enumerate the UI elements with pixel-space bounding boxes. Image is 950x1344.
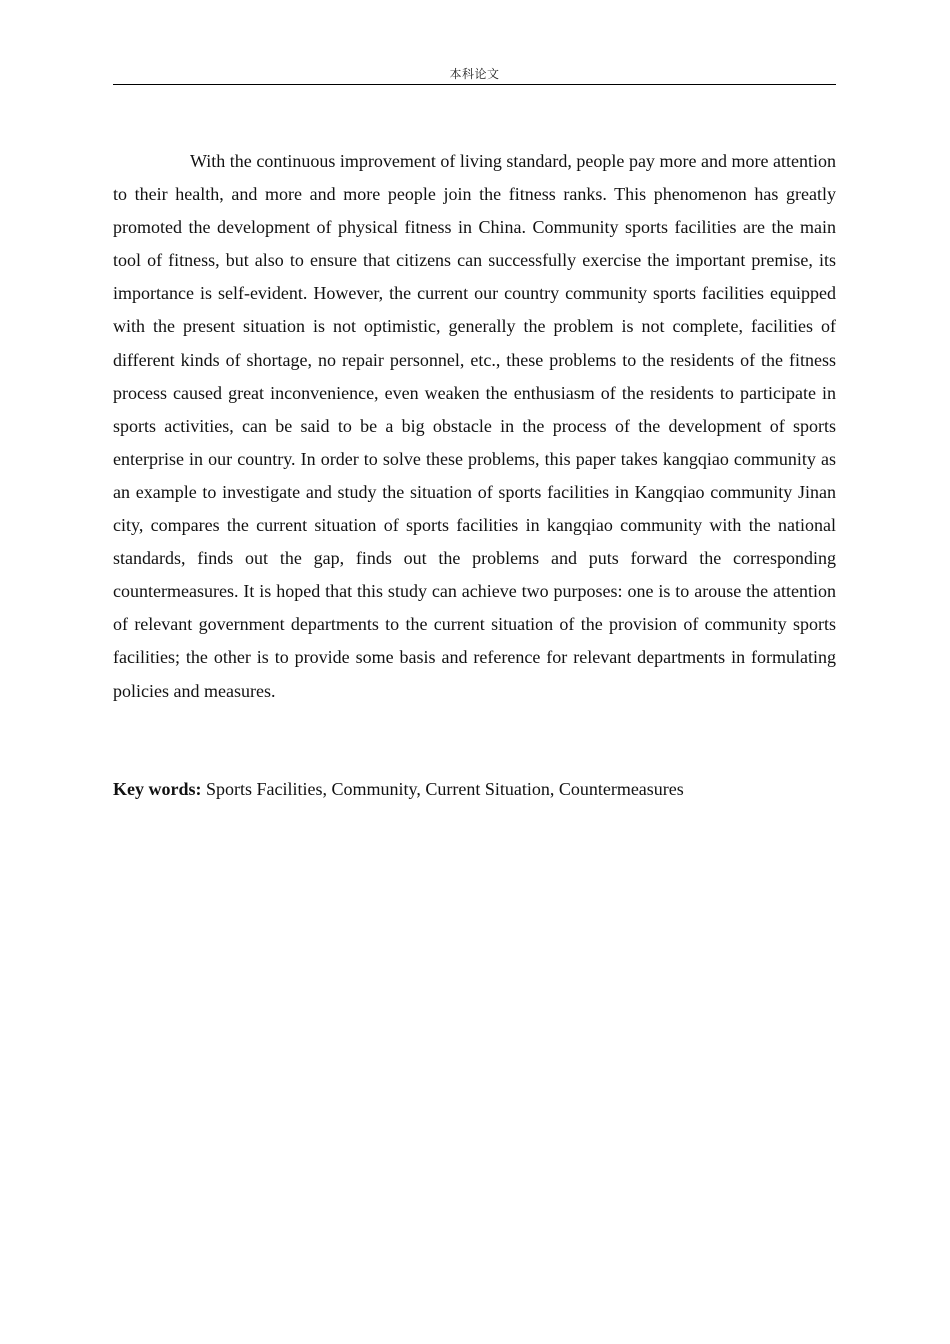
keywords-value: Sports Facilities, Community, Current Situation, Countermeasures [206,779,684,799]
page-header [113,64,836,85]
keywords-label: Key words: [113,779,202,799]
keywords-line [113,774,836,804]
header-title: 本科论文 [449,67,500,81]
abstract-paragraph: With the continuous improvement of living standard, people pay more and more attention to their health, and more and more people join the fitness ranks. This phenomenon has greatly promoted the development of physical fitness in China. Community sports facilities are the main tool of fitness, but also to ensure that citizens can successfully exercise the important premise, its importance is self-evident. However, the current our country community sports facilities equipped with the present situation is not optimistic, generally the problem is not complete, facilities of different kinds of shortage, no repair personnel, etc., these problems to the residents of the fitness process caused great inconvenience, even weaken the enthusiasm of the residents to participate in sports activities, can be said to be a big obstacle in the process of the development of sports enterprise in our country. In order to solve these problems, this paper takes kangqiao community as an example to investigate and study the situation of sports facilities in Kangqiao community Jinan city, compares the current situation of sports facilities in kangqiao community with the national standards, finds out the gap, finds out the problems and puts forward the corresponding countermeasures. It is hoped that this study can achieve two purposes: one is to arouse the attention of relevant government departments to the current situation of the provision of community sports facilities; the other is to provide some basis and reference for relevant departments in formulating policies and measures. [113,151,836,701]
